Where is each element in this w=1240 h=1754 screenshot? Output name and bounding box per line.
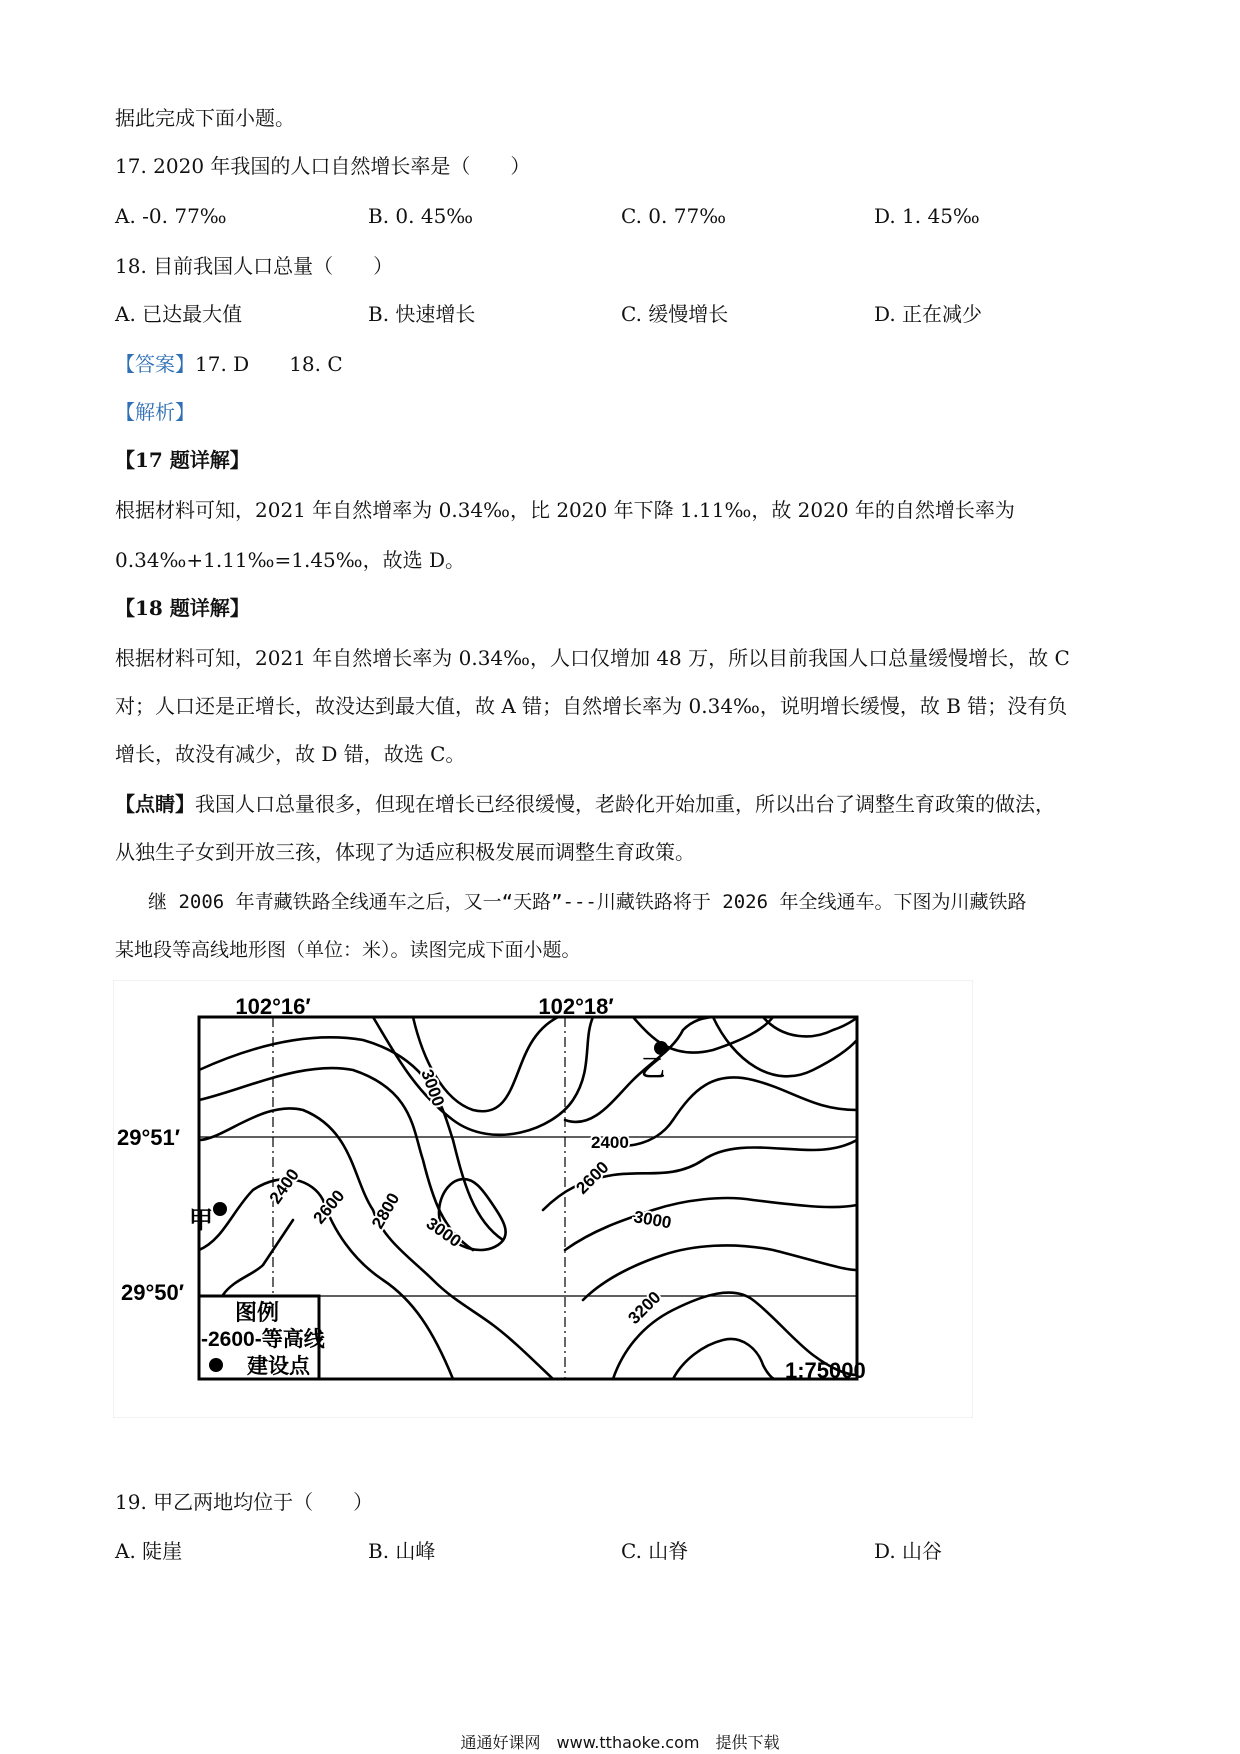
detail18-line-3: 增长，故没有减少，故 D 错，故选 C。 (115, 742, 466, 766)
lon-label-2: 102°18′ (538, 994, 614, 1019)
contour-label-2400-right: 2400 (591, 1133, 629, 1152)
point-jia-label: 甲 (189, 1207, 213, 1234)
legend-point-marker (209, 1358, 223, 1372)
map-scale: 1:75000 (785, 1358, 866, 1383)
dianjing-line-1 (115, 790, 1055, 818)
detail17-title: 【17 题详解】 (115, 448, 250, 472)
dianjing-text-1: 我国人口总量很多，但现在增长已经很缓慢，老龄化开始加重，所以出台了调整生育政策的做法， (195, 792, 1055, 816)
q17-option-c[interactable]: C. 0. 77‰ (621, 204, 727, 228)
q18-option-d[interactable]: D. 正在减少 (874, 302, 983, 326)
contour-map (113, 980, 973, 1418)
q19-option-b[interactable]: B. 山峰 (368, 1539, 436, 1563)
q18-stem: 18. 目前我国人口总量（ ） (115, 254, 394, 278)
point-jia-marker (213, 1202, 227, 1216)
intro-line: 据此完成下面小题。 (115, 106, 295, 130)
contour-label-2400-left: 2400 (265, 1165, 303, 1208)
dianjing-line-2: 从独生子女到开放三孩，体现了为适应积极发展而调整生育政策。 (115, 840, 695, 864)
analysis-label: 【解析】 (115, 400, 195, 424)
contour-label-2800: 2800 (368, 1189, 404, 1232)
q17-option-a[interactable]: A. -0. 77‰ (115, 204, 227, 228)
page-footer: 通通好课网 www.tthaoke.com 提供下载 (460, 1733, 780, 1752)
answer-label: 【答案】 (115, 352, 195, 376)
q17-stem: 17. 2020 年我国的人口自然增长率是（ ） (115, 154, 531, 178)
legend-contour: -2600-等高线 (201, 1328, 325, 1351)
contour-label-3200: 3200 (624, 1287, 665, 1328)
contour-label-3000-right: 3000 (632, 1207, 673, 1233)
contour-label-3000-top: 3000 (417, 1066, 449, 1109)
lon-label-1: 102°16′ (235, 994, 311, 1019)
detail18-line-2: 对；人口还是正增长，故没达到最大值，故 A 错；自然增长率为 0.34‰，说明增长缓慢，故 B 错；没有负 (115, 694, 1068, 718)
q18-option-c[interactable]: C. 缓慢增长 (621, 302, 729, 326)
detail18-title: 【18 题详解】 (115, 596, 250, 620)
q19-option-c[interactable]: C. 山脊 (621, 1539, 689, 1563)
answer-line (115, 350, 343, 378)
legend-point: 建设点 (247, 1355, 310, 1378)
detail17-line-1: 根据材料可知，2021 年自然增率为 0.34‰，比 2020 年下降 1.11‰，故 2020 年的自然增长率为 (115, 498, 1015, 522)
contour-label-2600-right: 2600 (572, 1157, 613, 1198)
dianjing-label: 【点睛】 (115, 792, 195, 816)
q18-option-a[interactable]: A. 已达最大值 (115, 302, 243, 326)
q19-stem: 19. 甲乙两地均位于（ ） (115, 1490, 374, 1514)
passage-line-2: 某地段等高线地形图（单位：米）。读图完成下面小题。 (115, 939, 581, 961)
detail17-line-2: 0.34‰+1.11‰=1.45‰，故选 D。 (115, 548, 466, 572)
point-yi-label: 乙 (641, 1055, 665, 1082)
contour-label-3000-mid: 3000 (422, 1213, 465, 1251)
answer-text: 17. D 18. C (195, 352, 343, 376)
q18-option-b[interactable]: B. 快速增长 (368, 302, 476, 326)
lat-label-2: 29°50′ (121, 1280, 185, 1305)
detail18-line-1: 根据材料可知，2021 年自然增长率为 0.34‰，人口仅增加 48 万，所以目前我国人口总量缓慢增长，故 C (115, 646, 1070, 670)
q19-option-d[interactable]: D. 山谷 (874, 1539, 943, 1563)
q17-option-b[interactable]: B. 0. 45‰ (368, 204, 474, 228)
point-yi-marker (654, 1041, 668, 1055)
legend-title: 图例 (235, 1300, 280, 1325)
passage-line-1: 继 2006 年青藏铁路全线通车之后，又一“天路”---川藏铁路将于 2026 年全线通车。下图为川藏铁路 (148, 891, 1027, 913)
q19-option-a[interactable]: A. 陡崖 (115, 1539, 183, 1563)
contour-label-2600-left: 2600 (309, 1186, 349, 1228)
q17-option-d[interactable]: D. 1. 45‰ (874, 204, 980, 228)
lat-label-1: 29°51′ (117, 1125, 181, 1150)
